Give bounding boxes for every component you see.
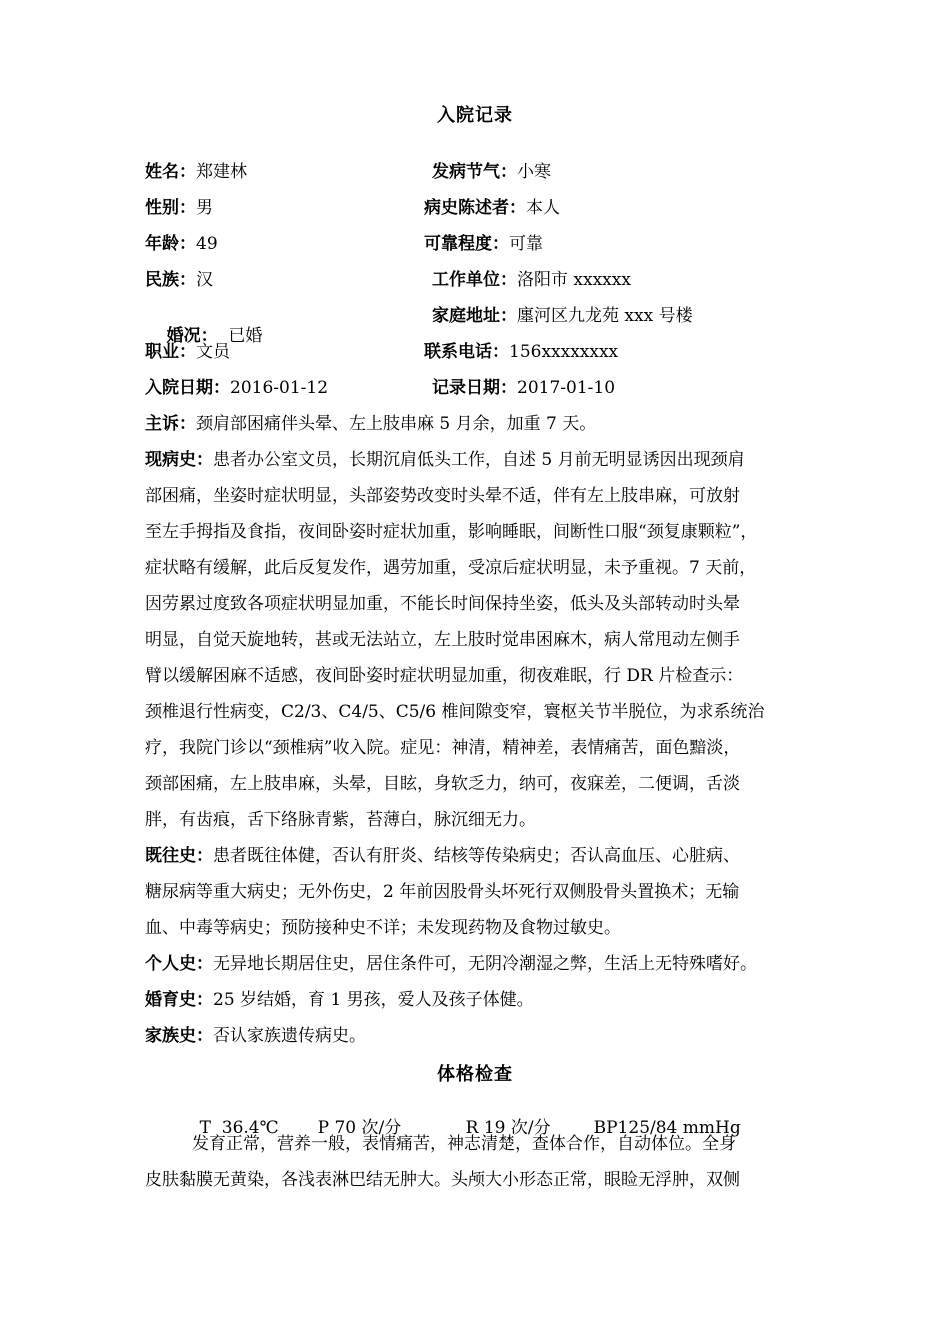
info-value: 可靠 [509, 234, 543, 254]
present-history-line [145, 450, 745, 470]
section-label: 主诉： [145, 414, 196, 434]
info-value: 男 [196, 198, 213, 218]
info-onset-solar-term [432, 162, 551, 182]
info-label: 联系电话： [424, 342, 509, 362]
info-workplace [432, 270, 631, 290]
info-label: 发病节气： [432, 162, 517, 182]
info-value: 49 [196, 234, 218, 254]
info-ethnicity [145, 270, 213, 290]
info-label: 病史陈述者： [424, 198, 526, 218]
document-title: 入院记录 [437, 105, 513, 126]
present-history-line: 症状略有缓解，此后反复发作，遇劳加重，受凉后症状明显，未予重视。7 天前， [145, 558, 757, 578]
past-history-line: 血、中毒等病史；预防接种史不详；未发现药物及食物过敏史。 [145, 918, 621, 938]
present-history-line: 颈部困痛，左上肢串麻，头晕，目眩，身软乏力，纳可，夜寐差，二便调，舌淡 [145, 774, 740, 794]
section-label: 现病史： [145, 450, 213, 470]
personal-history [145, 954, 757, 974]
present-history-line: 至左手拇指及食指，夜间卧姿时症状加重，影响睡眠，间断性口服“颈复康颗粒”， [145, 522, 758, 542]
info-reliability [424, 234, 543, 254]
info-value: 156xxxxxxxx [509, 342, 619, 362]
exam-line: 皮肤黏膜无黄染，各浅表淋巴结无肿大。头颅大小形态正常，眼睑无浮肿，双侧 [145, 1170, 740, 1190]
chief-complaint [145, 414, 596, 434]
section-label: 既往史： [145, 846, 213, 866]
present-history-line: 部困痛，坐姿时症状明显，头部姿势改变时头晕不适，伴有左上肢串麻，可放射 [145, 486, 740, 506]
info-history-narrator [424, 198, 560, 218]
info-admission-date [145, 378, 328, 398]
info-value: 汉 [196, 270, 213, 290]
info-value: 2017-01-10 [517, 378, 616, 398]
info-label: 民族： [145, 270, 196, 290]
vital-blood-pressure: BP125/84 mmHg [593, 1118, 741, 1138]
info-age [145, 234, 218, 254]
section-label: 家族史： [145, 1026, 213, 1046]
info-value: 洛阳市 xxxxxx [517, 270, 631, 290]
info-value: 郑建林 [196, 162, 247, 182]
info-label: 可靠程度： [424, 234, 509, 254]
section-label: 婚育史： [145, 990, 213, 1010]
info-label: 年龄： [145, 234, 196, 254]
present-history-line: 明显，自觉天旋地转，甚或无法站立，左上肢时觉串困麻木，病人常甩动左侧手 [145, 630, 740, 650]
info-label: 性别： [145, 198, 196, 218]
info-label: 职业： [145, 342, 196, 362]
section-text: 否认家族遗传病史。 [213, 1026, 366, 1046]
present-history-line: 颈椎退行性病变，C2/3、C4/5、C5/6 椎间隙变窄，寰枢关节半脱位，为求系统治 [145, 702, 765, 722]
info-record-date [432, 378, 615, 398]
section-text: 颈肩部困痛伴头晕、左上肢串麻 5 月余，加重 7 天。 [196, 414, 597, 434]
family-history [145, 1026, 366, 1046]
section-text: 患者既往体健，否认有肝炎、结核等传染病史；否认高血压、心脏病、 [213, 846, 740, 866]
info-label: 家庭地址： [432, 306, 517, 326]
info-label: 工作单位： [432, 270, 517, 290]
info-label: 婚况： [166, 326, 218, 346]
info-name [145, 162, 247, 182]
section-text: 患者办公室文员，长期沉肩低头工作，自述 5 月前无明显诱因出现颈肩 [213, 450, 745, 470]
marital-history [145, 990, 534, 1010]
info-value: 2016-01-12 [230, 378, 329, 398]
past-history-line: 糖尿病等重大病史；无外伤史，2 年前因股骨头坏死行双侧股骨头置换术；无输 [145, 882, 740, 902]
info-value: 文员 [196, 342, 230, 362]
info-value: 已婚 [217, 326, 263, 346]
info-label: 入院日期： [145, 378, 230, 398]
past-history-line [145, 846, 740, 866]
vital-respiration: R 19 次/分 [465, 1118, 551, 1138]
section-text: 25 岁结婚，育 1 男孩，爱人及孩子体健。 [213, 990, 534, 1010]
exam-title: 体格检查 [437, 1064, 513, 1085]
info-value: 本人 [526, 198, 560, 218]
present-history-line: 臂以缓解困麻不适感，夜间卧姿时症状明显加重，彻夜难眠，行 DR 片检查示： [145, 666, 744, 686]
vital-temperature: T 36.4℃ [199, 1118, 279, 1138]
info-value: 小寒 [517, 162, 551, 182]
info-phone [424, 342, 618, 362]
present-history-line: 胖，有齿痕，舌下络脉青紫，苔薄白，脉沉细无力。 [145, 810, 536, 830]
info-home-address [432, 306, 693, 326]
exam-line: 发育正常，营养一般，表情痛苦，神志清楚，查体合作，自动体位。全身 [192, 1134, 736, 1154]
info-label: 姓名： [145, 162, 196, 182]
present-history-line: 疗，我院门诊以“颈椎病”收入院。症见：神清，精神差，表情痛苦，面色黯淡， [145, 738, 741, 758]
info-label: 记录日期： [432, 378, 517, 398]
vital-pulse: P 70 次/分 [317, 1118, 402, 1138]
section-text: 无异地长期居住史，居住条件可，无阴冷潮湿之弊，生活上无特殊嗜好。 [213, 954, 757, 974]
info-gender [145, 198, 213, 218]
present-history-line: 因劳累过度致各项症状明显加重，不能长时间保持坐姿，低头及头部转动时头晕 [145, 594, 740, 614]
section-label: 个人史： [145, 954, 213, 974]
info-value: 廛河区九龙苑 xxx 号楼 [517, 306, 693, 326]
info-occupation [145, 342, 230, 362]
